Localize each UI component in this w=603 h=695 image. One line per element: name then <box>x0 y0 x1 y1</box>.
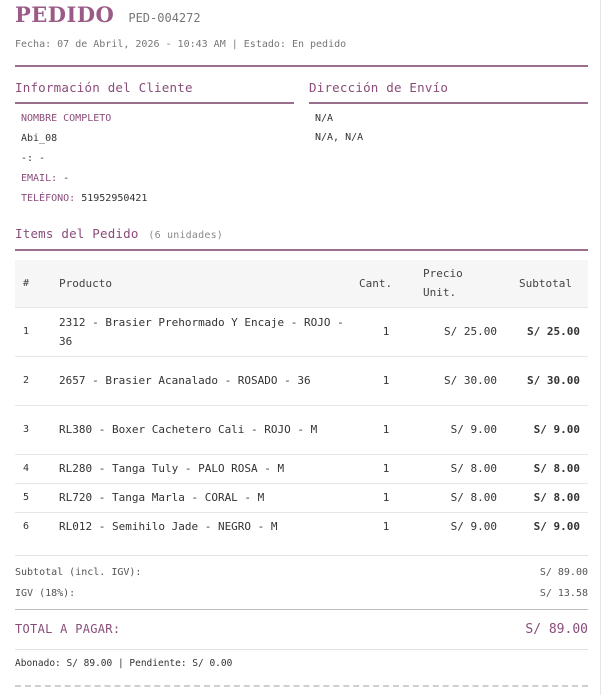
client-email-row <box>21 169 147 189</box>
row-subtotal: S/ 8.00 <box>505 483 588 512</box>
row-product: RL012 - Semihilo Jade - NEGRO - M <box>59 512 351 541</box>
grand-total-label: TOTAL A PAGAR: <box>15 622 121 636</box>
totals-block <box>15 562 588 604</box>
row-num: 6 <box>15 512 59 541</box>
totals-divider <box>15 555 588 556</box>
table-row <box>15 483 588 512</box>
client-phone-label: TELÉFONO: <box>21 193 76 204</box>
row-price: S/ 9.00 <box>413 512 505 541</box>
page-title: PEDIDO <box>15 2 115 27</box>
grand-total-row <box>15 619 588 639</box>
shipping-line-1: N/A <box>315 113 334 124</box>
subtotal-row <box>15 562 588 583</box>
row-qty: 1 <box>351 512 413 541</box>
row-qty: 1 <box>351 454 413 483</box>
table-row <box>15 307 588 356</box>
row-qty: 1 <box>351 405 413 454</box>
client-email-label: EMAIL: <box>21 173 58 184</box>
client-phone-value: 51952950421 <box>81 193 148 204</box>
items-table <box>15 260 588 541</box>
shipping-info <box>315 109 363 147</box>
header-num: # <box>23 277 30 289</box>
header-price-line2: Unit. <box>423 286 457 300</box>
table-row <box>15 405 588 454</box>
row-subtotal: S/ 9.00 <box>505 405 588 454</box>
row-subtotal: S/ 9.00 <box>505 512 588 541</box>
subtotal-label: Subtotal (incl. IGV): <box>15 567 142 578</box>
row-price: S/ 25.00 <box>413 307 505 356</box>
row-num: 5 <box>15 483 59 512</box>
table-row <box>15 454 588 483</box>
row-subtotal: S/ 8.00 <box>505 454 588 483</box>
row-num: 3 <box>15 405 59 454</box>
row-product: 2312 - Brasier Prehormado Y Encaje - ROJO - 36 <box>59 307 351 356</box>
client-name-value: Abi_08 <box>21 133 58 144</box>
items-section-divider <box>15 249 588 251</box>
row-num: 1 <box>15 307 59 356</box>
order-number: PED-004272 <box>128 11 201 25</box>
table-row <box>15 512 588 541</box>
row-num: 4 <box>15 454 59 483</box>
row-qty: 1 <box>351 483 413 512</box>
header-divider <box>15 65 588 67</box>
shipping-section-divider <box>309 102 588 104</box>
row-product: 2657 - Brasier Acanalado - ROSADO - 36 <box>59 356 351 405</box>
igv-row <box>15 583 588 604</box>
cut-line <box>15 685 588 687</box>
items-count: (6 unidades) <box>148 230 224 241</box>
client-phone-row <box>21 189 147 209</box>
header-price <box>413 260 505 307</box>
payment-divider <box>15 649 588 650</box>
row-price: S/ 8.00 <box>413 483 505 512</box>
items-section-title <box>15 226 223 241</box>
row-product: RL380 - Boxer Cachetero Cali - ROJO - M <box>59 405 351 454</box>
row-num: 2 <box>15 356 59 405</box>
row-subtotal: S/ 30.00 <box>505 356 588 405</box>
igv-label: IGV (18%): <box>15 588 76 599</box>
row-subtotal: S/ 25.00 <box>505 307 588 356</box>
header-subtotal: Subtotal <box>519 276 572 290</box>
row-price: S/ 9.00 <box>413 405 505 454</box>
grand-total-value: S/ 89.00 <box>525 621 588 637</box>
igv-value: S/ 13.58 <box>539 588 588 599</box>
payment-note: Abonado: S/ 89.00 | Pendiente: S/ 0.00 <box>15 658 233 669</box>
header-price-line1: Precio <box>423 267 463 281</box>
row-price: S/ 8.00 <box>413 454 505 483</box>
table-row <box>15 356 588 405</box>
grand-total-divider <box>15 609 588 610</box>
client-section-divider <box>15 102 294 104</box>
items-table-header <box>15 260 588 307</box>
header-qty: Cant. <box>359 276 393 290</box>
order-header <box>15 2 588 32</box>
client-info <box>21 109 147 209</box>
subtotal-value: S/ 89.00 <box>539 567 588 578</box>
shipping-section-title: Dirección de Envío <box>309 80 449 95</box>
client-name-label: NOMBRE COMPLETO <box>21 113 112 124</box>
client-section-title: Información del Cliente <box>15 80 193 95</box>
row-price: S/ 30.00 <box>413 356 505 405</box>
row-product: RL280 - Tanga Tuly - PALO ROSA - M <box>59 454 351 483</box>
client-email-value: - <box>63 173 70 184</box>
items-title: Items del Pedido <box>15 226 139 241</box>
client-document-line: -: - <box>21 153 46 164</box>
header-product: Producto <box>59 276 112 290</box>
shipping-line-2: N/A, N/A <box>315 132 364 143</box>
row-product: RL720 - Tanga Marla - CORAL - M <box>59 483 351 512</box>
order-meta: Fecha: 07 de Abril, 2026 - 10:43 AM | Estado: En pedido <box>15 39 347 50</box>
row-qty: 1 <box>351 307 413 356</box>
row-qty: 1 <box>351 356 413 405</box>
